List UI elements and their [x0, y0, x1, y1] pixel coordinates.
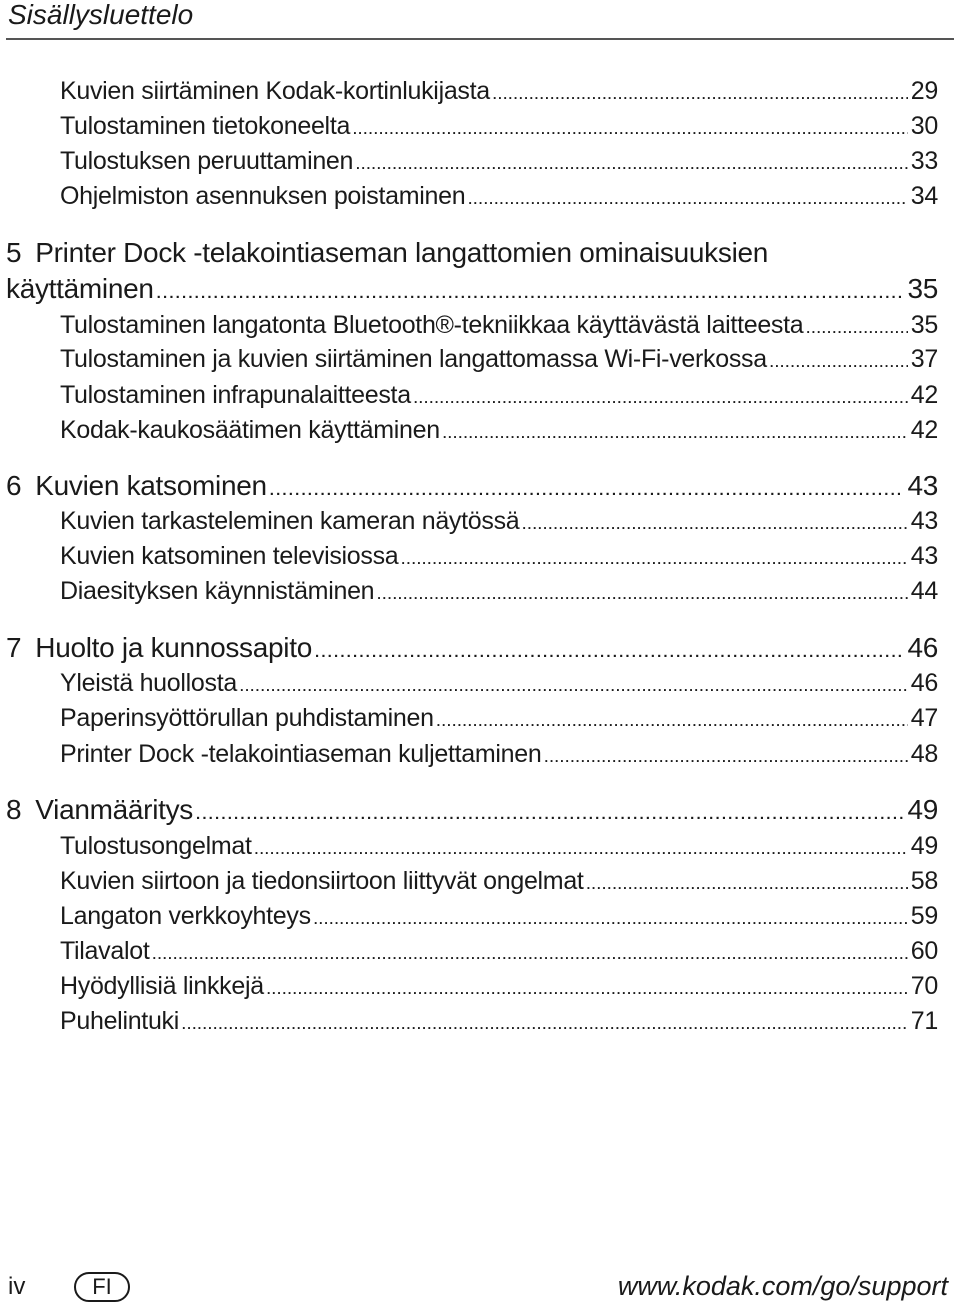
dot-leader [493, 78, 908, 112]
toc-entry-page: 47 [910, 704, 938, 732]
chapter-page: 49 [907, 794, 938, 825]
toc-entry-label: Kuvien siirtoon ja tiedonsiirtoon liittyvät ongelmat [60, 867, 584, 895]
toc-entry-page: 35 [910, 311, 938, 339]
chapter-number: 5 [6, 237, 22, 268]
chapter-heading-6[interactable] [6, 469, 938, 508]
toc-entry-page: 59 [910, 902, 938, 930]
chapter-heading-7[interactable] [6, 631, 938, 670]
dot-leader [587, 868, 908, 902]
toc-entry-label: Kodak-kaukosäätimen käyttäminen [60, 416, 440, 444]
toc-entry-page: 48 [910, 740, 938, 768]
toc-entry-label: Printer Dock -telakointiaseman kuljettaminen [60, 740, 542, 768]
dot-leader [377, 578, 908, 612]
toc-entry[interactable] [60, 864, 938, 902]
dot-leader [182, 1008, 908, 1042]
toc-entry-page: 43 [910, 507, 938, 535]
chapter-heading-8[interactable] [6, 793, 938, 832]
toc-entry[interactable] [60, 74, 938, 112]
chapter-page: 43 [907, 470, 938, 501]
toc-entry-page: 37 [910, 345, 938, 373]
toc-entry[interactable] [60, 308, 938, 346]
toc-entry[interactable] [60, 701, 938, 739]
toc-entry-page: 71 [910, 1007, 938, 1035]
toc-entry-page: 29 [910, 77, 938, 105]
toc-entry[interactable] [60, 179, 938, 217]
toc-entry[interactable] [60, 109, 938, 147]
page-number: iv [8, 1273, 26, 1300]
toc-entry-page: 70 [910, 972, 938, 1000]
chapter-heading-5-continued[interactable] [6, 272, 938, 311]
toc-entry[interactable] [60, 144, 938, 182]
dot-leader [437, 705, 908, 739]
toc-entry[interactable] [60, 899, 938, 937]
chapter-number: 8 [6, 794, 22, 825]
dot-leader [522, 508, 907, 542]
dot-leader [353, 113, 908, 147]
toc-entry-label: Yleistä huollosta [60, 669, 237, 697]
toc-entry-page: 60 [910, 937, 938, 965]
toc-entry[interactable] [60, 969, 938, 1007]
toc-entry-label: Tulostaminen tietokoneelta [60, 112, 351, 140]
toc-entry[interactable] [60, 539, 938, 577]
toc-entry-label: Kuvien katsominen televisiossa [60, 542, 399, 570]
toc-entry[interactable] [60, 342, 938, 380]
dot-leader [270, 474, 905, 508]
toc-entry[interactable] [60, 378, 938, 416]
toc-entry-page: 33 [910, 147, 938, 175]
toc-entry-label: Ohjelmiston asennuksen poistaminen [60, 182, 466, 210]
dot-leader [806, 312, 907, 346]
toc-entry[interactable] [60, 1004, 938, 1042]
toc-entry-label: Paperinsyöttörullan puhdistaminen [60, 704, 434, 732]
chapter-title-continued: käyttäminen [6, 273, 154, 304]
toc-entry[interactable] [60, 574, 938, 612]
page-title: Sisällysluettelo [8, 0, 194, 30]
dot-leader [255, 833, 908, 867]
toc-entry-label: Kuvien tarkasteleminen kameran näytössä [60, 507, 520, 535]
chapter-title: Printer Dock -telakointiaseman langattomien ominaisuuksien [35, 237, 769, 268]
dot-leader [401, 543, 907, 577]
language-badge: FI [74, 1272, 130, 1302]
toc-entry-page: 46 [910, 669, 938, 697]
toc-entry-page: 43 [910, 542, 938, 570]
toc-entry-label: Tulostaminen langatonta Bluetooth®-tekniikkaa käyttävästä laitteesta [60, 311, 804, 339]
toc-entry-label: Tilavalot [60, 937, 150, 965]
toc-entry-label: Tulostuksen peruuttaminen [60, 147, 354, 175]
dot-leader [240, 670, 908, 704]
toc-entry[interactable] [60, 504, 938, 542]
toc-entry-page: 44 [910, 577, 938, 605]
chapter-number: 7 [6, 632, 22, 663]
dot-leader [544, 741, 907, 775]
toc-entry-page: 58 [910, 867, 938, 895]
chapter-title: Vianmääritys [35, 794, 194, 825]
dot-leader [468, 183, 907, 217]
toc-entry-page: 42 [910, 381, 938, 409]
chapter-title: Huolto ja kunnossapito [35, 632, 312, 663]
support-url[interactable]: www.kodak.com/go/support [617, 1271, 948, 1301]
chapter-title: Kuvien katsominen [35, 470, 267, 501]
dot-leader [443, 417, 908, 451]
chapter-page: 35 [907, 273, 938, 304]
toc-entry[interactable] [60, 737, 938, 775]
toc-entry-label: Kuvien siirtäminen Kodak-kortinlukijasta [60, 77, 490, 105]
toc-entry-page: 30 [910, 112, 938, 140]
dot-leader [196, 798, 904, 832]
dot-leader [770, 346, 908, 380]
toc-entry-label: Tulostaminen infrapunalaitteesta [60, 381, 411, 409]
toc-entry-label: Hyödyllisiä linkkejä [60, 972, 264, 1000]
dot-leader [414, 382, 908, 416]
toc-entry-label: Puhelintuki [60, 1007, 180, 1035]
toc-entry-label: Langaton verkkoyhteys [60, 902, 311, 930]
dot-leader [267, 973, 908, 1007]
toc-entry-page: 49 [910, 832, 938, 860]
toc-entry-label: Diaesityksen käynnistäminen [60, 577, 375, 605]
chapter-number: 6 [6, 470, 22, 501]
toc-entry[interactable] [60, 413, 938, 451]
dot-leader [152, 938, 907, 972]
dot-leader [314, 903, 908, 937]
dot-leader [157, 277, 905, 311]
chapter-page: 46 [907, 632, 938, 663]
toc-entry-page: 42 [910, 416, 938, 444]
chapter-heading-5[interactable] [6, 236, 768, 270]
toc-entry-page: 34 [910, 182, 938, 210]
toc-entry[interactable] [60, 934, 938, 972]
toc-entry-label: Tulostusongelmat [60, 832, 252, 860]
dot-leader [315, 636, 904, 670]
toc-entry[interactable] [60, 829, 938, 867]
toc-entry-label: Tulostaminen ja kuvien siirtäminen langattomassa Wi-Fi-verkossa [60, 345, 767, 373]
dot-leader [356, 148, 908, 182]
toc-entry[interactable] [60, 666, 938, 704]
